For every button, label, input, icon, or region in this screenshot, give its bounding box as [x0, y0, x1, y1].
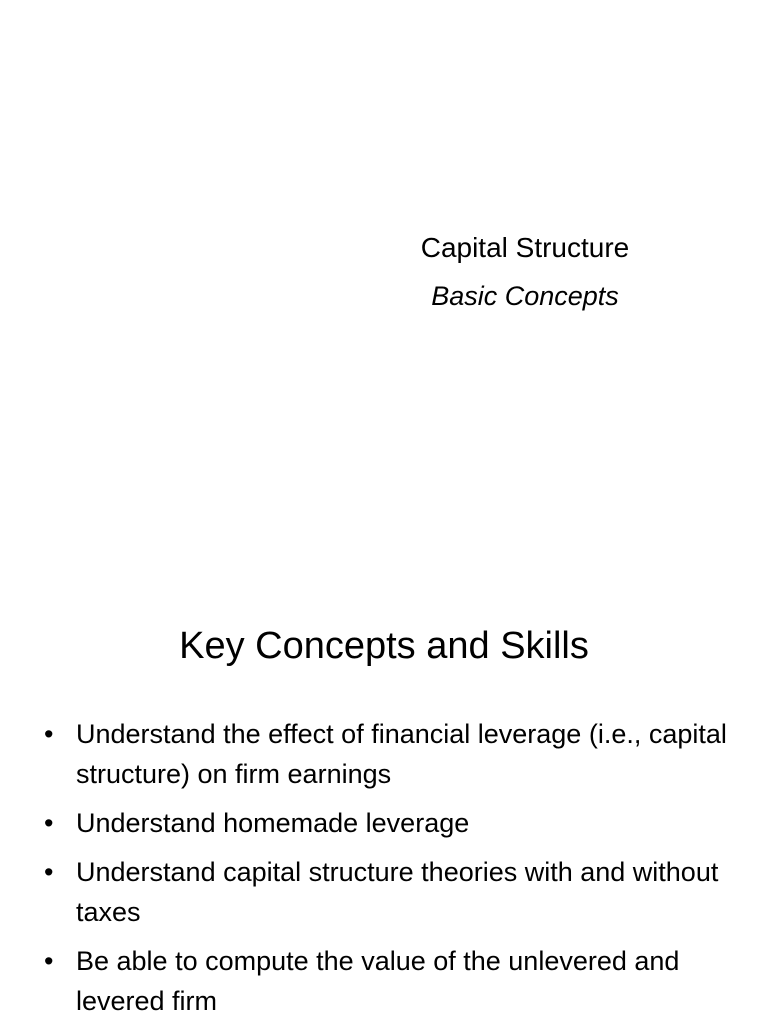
bullet-icon: • — [44, 808, 54, 838]
bullet-icon: • — [44, 857, 54, 887]
title-slide — [330, 228, 720, 316]
slide-subtitle: Basic Concepts — [431, 281, 619, 311]
bullet-text: Understand homemade leverage — [76, 808, 470, 838]
section-heading: Key Concepts and Skills — [179, 625, 589, 667]
bullet-icon: • — [44, 719, 54, 749]
bullet-text: Understand the effect of financial leverage (i.e., capital structure) on firm earnings — [76, 719, 727, 789]
list-item — [40, 852, 740, 932]
bullet-text: Be able to compute the value of the unlevered and levered firm — [76, 946, 680, 1016]
list-item — [40, 941, 740, 1021]
list-item — [40, 803, 740, 843]
slide-title: Capital Structure — [420, 232, 630, 263]
list-item — [40, 714, 740, 794]
bullet-text: Understand capital structure theories with and without taxes — [76, 857, 719, 927]
bullet-icon: • — [44, 946, 54, 976]
bullet-list — [40, 714, 740, 1030]
